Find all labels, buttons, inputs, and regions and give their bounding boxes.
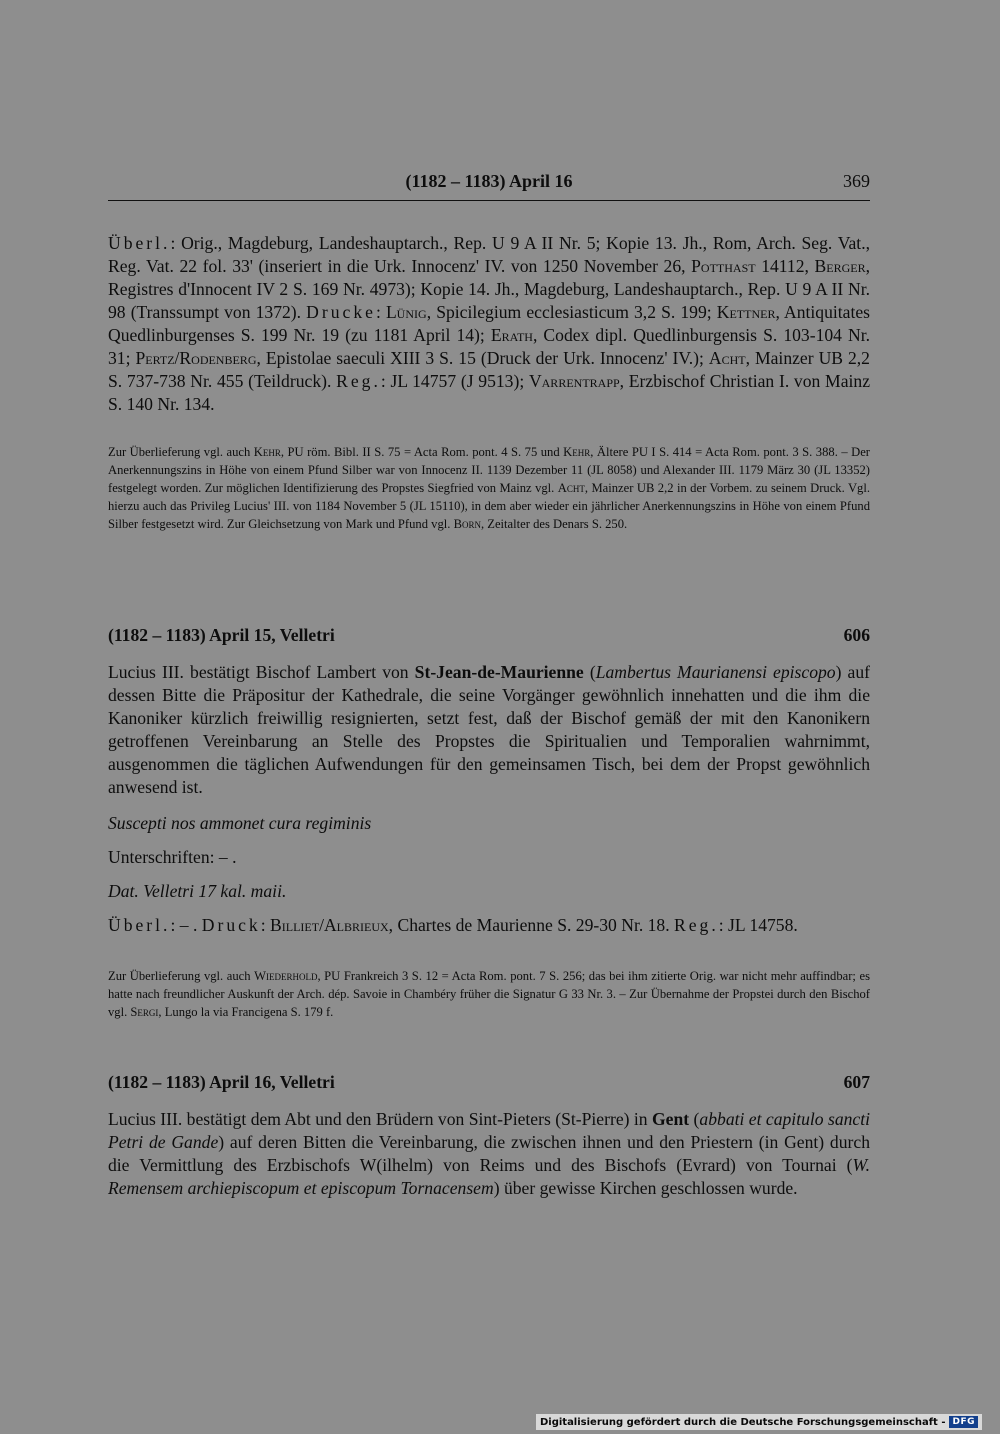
prev-entry-ueberlieferung: Überl.: Orig., Magdeburg, Landeshauptarch., Rep. U 9 A II Nr. 5; Kopie 13. Jh., Rom, Arch. Seg. Vat., Reg. Vat. 22 fol. 33' (inseriert in die Urk. Innocenz' IV. von 1250 November 26, Potthast 14112, Berger, Registres d'Innocent IV 2 S. 169 Nr. 4973); Kopie 14. Jh., Magdeburg, Landeshauptarch., Rep. U 9 A II Nr. 98 (Transsumpt von 1372). Drucke: Lünig, Spicilegium ecclesiasticum 3,2 S. 199; Kettner, Antiquitates Quedlinburgenses S. 199 Nr. 19 (zu 1181 April 14); Erath, Codex dipl. Quedlinburgensis S. 103-104 Nr. 31; Pertz/Rodenberg, Epistolae saeculi XIII 3 S. 15 (Druck der Urk. Innocenz' IV.); Acht, Mainzer UB 2,2 S. 737-738 Nr. 455 (Teildruck). Reg.: JL 14757 (J 9513); Varrentrapp, Erzbischof Christian I. von Mainz S. 140 Nr. 134. <box>108 233 871 414</box>
incipit: Suscepti nos ammonet cura regiminis <box>108 813 372 833</box>
entry-606-unterschriften <box>108 846 870 869</box>
entry-606-heading <box>108 625 870 649</box>
digitization-credit <box>536 1414 982 1430</box>
prev-entry-note <box>108 443 870 533</box>
unterschriften: Unterschriften: – . <box>108 847 237 867</box>
drucke-label: Drucke <box>306 302 376 322</box>
page-number: 369 <box>843 171 870 191</box>
running-head-title: (1182 – 1183) April 16 <box>405 171 573 191</box>
entry-606-incipit <box>108 812 870 835</box>
footnote-text: Zur Überlieferung vgl. auch Kehr, PU röm. Bibl. II S. 75 = Acta Rom. pont. 4 S. 75 und Kehr, Ältere PU I S. 414 = Acta Rom. pont. 3 S. 388. – Der Anerkennungszins in Höhe von einem Pfund Silber war von Innocenz II. 1139 Dezember 11 (JL 8058) und Alexander III. 1179 März 30 (JL 13352) festgelegt worden. Zur möglichen Identifizierung des Propstes Siegfried von Mainz vgl. Acht, Mainzer UB 2,2 in der Vorbem. zu seinem Druck. Vgl. hierzu auch das Privileg Lucius' III. von 1184 November 5 (JL 15110), in dem aber wieder ein jährlicher Anerkennungszins in Höhe von einem Pfund Silber festgesetzt wird. Zur Gleichsetzung von Mark und Pfund vgl. Born, Zeitalter des Denars S. 250. <box>108 445 870 531</box>
datum: Dat. Velletri 17 kal. maii. <box>108 881 287 901</box>
ueberl-label: Überl. <box>108 233 171 253</box>
running-head <box>108 170 870 201</box>
footnote-text: Zur Überlieferung vgl. auch Wiederhold, PU Frankreich 3 S. 12 = Acta Rom. pont. 7 S. 256; das bei ihm zitierte Orig. war nicht mehr auffindbar; es hatte nach freundlicher Auskunft der Arch. dép. Savoie in Chambéry früher die Signatur G 33 Nr. 3. – Zur Übernahme der Propstei durch den Bischof vgl. Sergi, Lungo la via Francigena S. 179 f. <box>108 969 870 1019</box>
regest-text: Lucius III. bestätigt dem Abt und den Brüdern von Sint-Pieters (St-Pierre) in Gent (abbati et capitulo sancti Petri de Gande) auf deren Bitten die Vereinbarung, die zwischen ihnen und den Priestern (in Gent) durch die Vermittlung des Erzbischofs W(ilhelm) von Reims und des Bischofs (Evrard) von Tournai (W. Remensem archiepiscopum et episcopum Tornacensem) über gewisse Kirchen geschlossen wurde. <box>108 1109 871 1198</box>
entry-606-regest <box>108 661 870 799</box>
entry-607-regest <box>108 1108 870 1200</box>
ueberlieferung-line: Überl.: – . Druck: Billiet/Albrieux, Chartes de Maurienne S. 29-30 Nr. 18. Reg.: JL 14758. <box>108 915 798 935</box>
credit-text: Digitalisierung gefördert durch die Deutsche Forschungsgemeinschaft - <box>539 1416 946 1428</box>
entry-date: (1182 – 1183) April 15, Velletri <box>108 625 335 645</box>
entry-606-note <box>108 967 870 1021</box>
entry-number: 607 <box>843 1072 870 1092</box>
reg-label: Reg. <box>336 371 381 391</box>
entry-number: 606 <box>843 625 870 645</box>
entry-607-heading <box>108 1072 870 1096</box>
regest-text: Lucius III. bestätigt Bischof Lambert von St-Jean-de-Maurienne (Lambertus Maurianensi episcopo) auf dessen Bitte die Präpositur der Kathedrale, die seine Vorgänger gewöhnlich innehatten und die ihm die Kanoniker kürzlich freiwillig resignierten, setzt fest, daß der Bischof gemäß der mit den Kanonikern getroffenen Vereinbarung an Stelle des Propstes die Spiritualien und Temporalien wahrnimmt, ausgenommen die täglichen Aufwendungen für den gemeinsamen Tisch, bei dem der Propst gewöhnlich anwesend ist. <box>108 662 870 797</box>
entry-606-datum <box>108 880 870 903</box>
dfg-logo: DFG <box>949 1416 978 1428</box>
entry-date: (1182 – 1183) April 16, Velletri <box>108 1072 335 1092</box>
entry-606-tradition <box>108 914 870 937</box>
prev-entry-tradition <box>108 232 870 416</box>
